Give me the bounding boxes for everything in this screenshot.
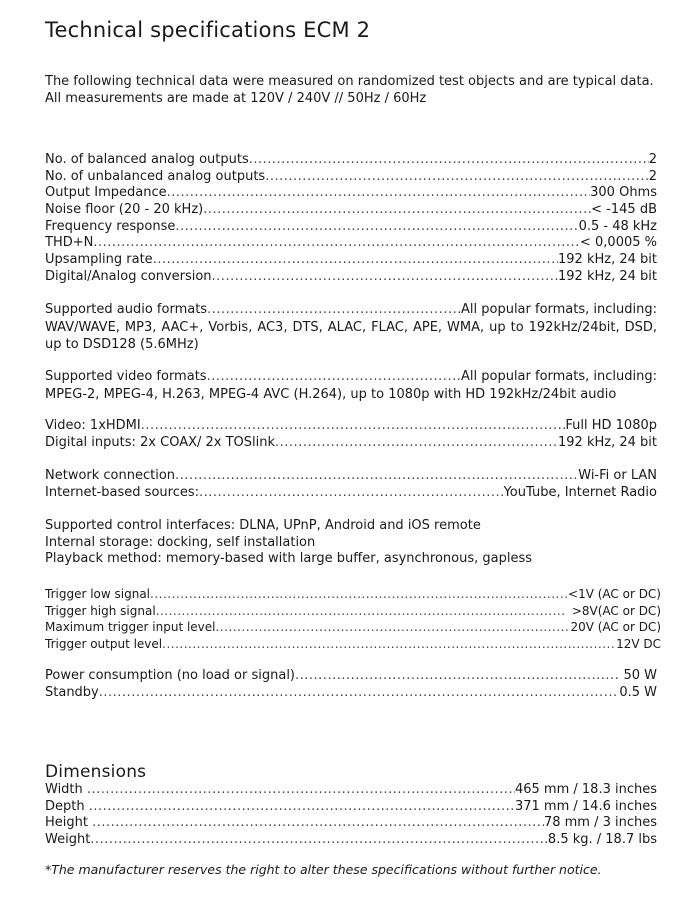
- spec-row: [45, 302, 657, 319]
- leader-dots: [275, 435, 558, 452]
- spec-label: Noise floor (20 - 20 kHz): [45, 202, 204, 218]
- leader-dots: [89, 799, 515, 816]
- network-list: [45, 468, 657, 501]
- spec-label: THD+N: [45, 235, 94, 251]
- leader-dots: [265, 169, 649, 186]
- spec-row: [45, 418, 657, 435]
- spec-label: Trigger output level: [45, 636, 163, 651]
- audio-formats: [45, 302, 657, 353]
- spec-value: < 0,0005 %: [580, 235, 657, 251]
- spec-label: Maximum trigger input level: [45, 620, 216, 634]
- spec-row: [45, 685, 657, 702]
- features-list: [45, 518, 657, 568]
- spec-label: Network connection: [45, 468, 176, 483]
- spec-label: Digital/Analog conversion: [45, 268, 212, 284]
- spec-value: 20V (AC or DC): [570, 620, 661, 634]
- leader-dots: [175, 468, 578, 485]
- spec-row: [45, 369, 657, 386]
- spec-row: [45, 252, 657, 269]
- dimensions-list: [45, 782, 657, 849]
- spec-value: 8.5 kg. / 18.7 lbs: [547, 832, 657, 848]
- spec-label: Digital inputs: 2x COAX/ 2x TOSlink: [45, 434, 276, 450]
- trigger-list: [45, 586, 661, 652]
- spec-value: 78 mm / 3 inches: [543, 815, 657, 831]
- spec-row: [45, 169, 657, 186]
- leader-dots: [216, 619, 571, 636]
- spec-value: 300 Ohms: [590, 185, 657, 201]
- spec-label: Supported audio formats: [45, 302, 208, 317]
- spec-label: No. of balanced analog outputs: [45, 152, 249, 167]
- leader-dots: [141, 418, 566, 435]
- spec-label: Output Impedance: [45, 185, 167, 201]
- spec-label: Supported video formats: [45, 369, 207, 384]
- video-formats: [45, 369, 657, 403]
- leader-dots: [203, 202, 591, 219]
- spec-value: 2: [648, 168, 657, 184]
- feature-line: Internal storage: docking, self installation: [45, 534, 316, 550]
- spec-value: 465 mm / 18.3 inches: [514, 782, 657, 797]
- spec-value: 192 kHz, 24 bit: [558, 252, 657, 268]
- spec-label: Frequency response: [45, 218, 176, 234]
- spec-row: [45, 619, 661, 636]
- video-formats-list: [45, 386, 657, 403]
- leader-dots: [150, 586, 568, 603]
- spec-label: Standby: [45, 684, 99, 700]
- outputs-list: [45, 152, 657, 286]
- spec-row: [45, 815, 657, 832]
- spec-row: [45, 235, 657, 252]
- spec-label: Trigger high signal: [45, 603, 156, 618]
- power-list: [45, 668, 657, 701]
- spec-value: <1V (AC or DC): [568, 587, 661, 601]
- spec-value: 371 mm / 14.6 inches: [514, 798, 657, 814]
- leader-dots: [167, 185, 591, 202]
- leader-dots: [175, 219, 578, 236]
- spec-value: All popular formats, including:: [461, 302, 657, 317]
- spec-row: [45, 668, 657, 685]
- spec-row: [45, 782, 657, 799]
- leader-dots: [87, 782, 515, 799]
- spec-value: 50 W: [619, 668, 657, 683]
- spec-row: [45, 435, 657, 452]
- spec-row: [45, 185, 657, 202]
- spec-value: >8V(AC or DC): [564, 603, 661, 618]
- spec-label: Depth: [45, 798, 89, 814]
- intro-line: All measurements are made at 120V / 240V // 50Hz / 60Hz: [45, 91, 427, 106]
- spec-row: [45, 832, 657, 849]
- spec-label: Power consumption (no load or signal): [45, 668, 296, 683]
- spec-value: Full HD 1080p: [565, 418, 657, 433]
- intro-line: The following technical data were measured on randomized test objects and are typical data.: [45, 74, 654, 89]
- leader-dots: [212, 269, 558, 286]
- spec-row: [45, 636, 661, 653]
- spec-label: Internet-based sources:: [45, 484, 200, 500]
- footnote: *The manufacturer reserves the right to alter these specifications without further notice.: [45, 862, 602, 877]
- spec-continuation: WAV/WAVE, MP3, AAC+, Vorbis, AC3, DTS, ALAC, FLAC, APE, WMA, up to 192kHz/24bit, DSD, up to DSD128 (5.6MHz): [45, 319, 657, 352]
- feature-line: Supported control interfaces: DLNA, UPnP, Android and iOS remote: [45, 518, 481, 533]
- spec-value: YouTube, Internet Radio: [503, 484, 657, 500]
- spec-value: < -145 dB: [591, 202, 657, 218]
- spec-value: 2: [648, 152, 657, 167]
- spec-label: Video: 1xHDMI: [45, 418, 141, 433]
- leader-dots: [199, 485, 504, 502]
- leader-dots: [99, 685, 620, 702]
- dimensions-heading: Dimensions: [45, 762, 147, 782]
- intro-text: [45, 73, 654, 107]
- leader-dots: [207, 369, 461, 386]
- leader-dots: [156, 603, 565, 620]
- audio-formats-list: [45, 319, 657, 353]
- leader-dots: [207, 302, 461, 319]
- feature-line: Playback method: memory-based with large buffer, asynchronous, gapless: [45, 551, 533, 567]
- spec-row: [45, 586, 661, 603]
- leader-dots: [93, 235, 580, 252]
- spec-value: Wi-Fi or LAN: [578, 468, 657, 483]
- spec-value: 192 kHz, 24 bit: [558, 268, 657, 284]
- spec-value: 0.5 W: [619, 684, 657, 700]
- spec-label: Height: [45, 815, 93, 831]
- leader-dots: [295, 668, 619, 685]
- leader-dots: [249, 152, 649, 169]
- leader-dots: [153, 252, 558, 269]
- spec-row: [45, 485, 657, 502]
- spec-row: [45, 152, 657, 169]
- page-title: Technical specifications ECM 2: [45, 18, 371, 42]
- spec-label: Width: [45, 782, 87, 797]
- leader-dots: [90, 832, 548, 849]
- spec-row: [45, 202, 657, 219]
- io-list: [45, 418, 657, 451]
- spec-value: 0.5 - 48 kHz: [578, 218, 657, 234]
- spec-value: 192 kHz, 24 bit: [558, 434, 657, 450]
- spec-label: Upsampling rate: [45, 252, 153, 268]
- spec-label: Weight: [45, 832, 91, 848]
- spec-label: Trigger low signal: [45, 587, 150, 601]
- spec-row: [45, 468, 657, 485]
- spec-row: [45, 603, 661, 620]
- spec-row: [45, 799, 657, 816]
- leader-dots: [162, 636, 616, 653]
- leader-dots: [92, 815, 544, 832]
- spec-value: All popular formats, including:: [461, 369, 657, 384]
- spec-continuation: MPEG-2, MPEG-4, H.263, MPEG-4 AVC (H.264), up to 1080p with HD 192kHz/24bit audio: [45, 386, 617, 402]
- spec-value: 12V DC: [616, 636, 661, 651]
- spec-row: [45, 219, 657, 236]
- spec-row: [45, 269, 657, 286]
- spec-label: No. of unbalanced analog outputs: [45, 168, 266, 184]
